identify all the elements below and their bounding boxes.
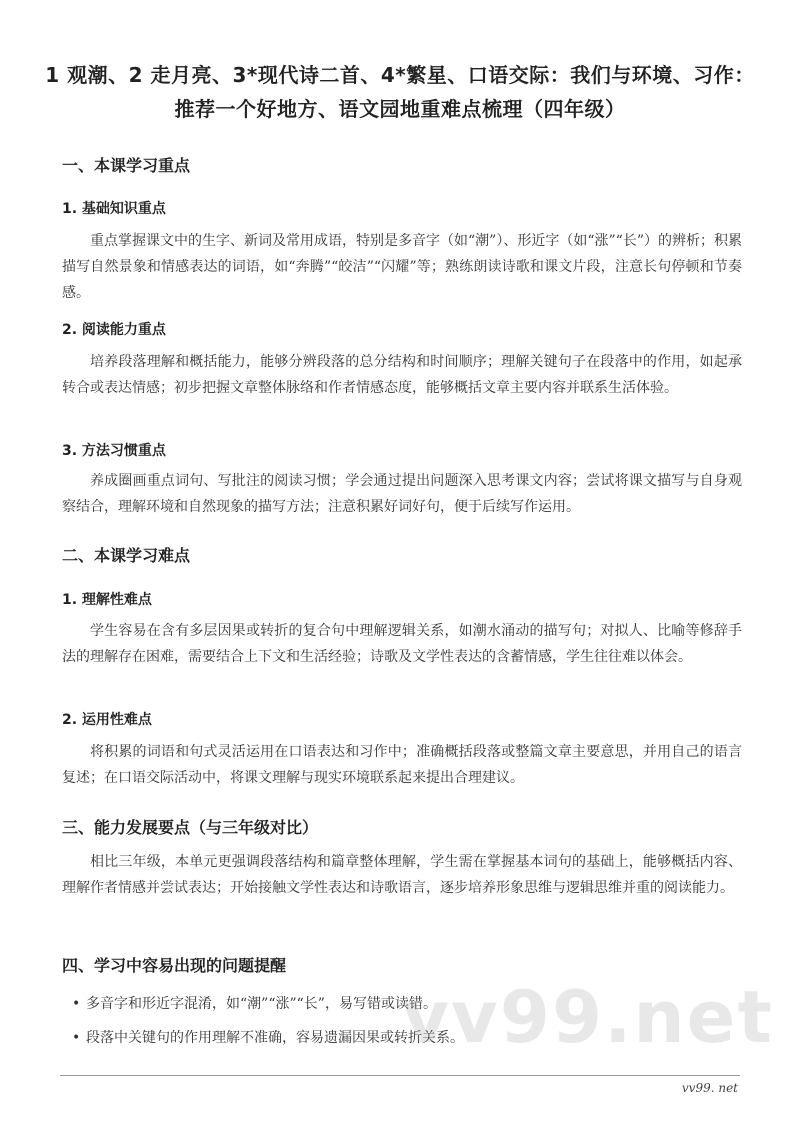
paragraph-application-difficulty: 将积累的词语和句式灵活运用在口语表达和习作中；准确概括段落或整篇文章主要意思，并用自己的语言复述；在口语交际活动中，将课文理解与现实环境联系起来提出合理建议。 [62, 744, 742, 786]
subheading-comprehension-difficulty: 1. 理解性难点 [62, 592, 152, 608]
list-item-text: 段落中关键句的作用理解不准确，容易遗漏因果或转折关系。 [86, 1030, 464, 1046]
subheading-basic-knowledge: 1. 基础知识重点 [62, 201, 166, 217]
section-heading-difficulties: 二、本课学习难点 [62, 546, 191, 565]
footer-divider [60, 1075, 740, 1076]
paragraph-basic-knowledge: 重点掌握课文中的生字、新词及常用成语，特别是多音字（如“潮”）、形近字（如“涨”“长”）的辨析；积累描写自然景象和情感表达的词语，如“奔腾”“皎洁”“闪耀”等；熟练朗读诗歌和课文片段，注意长句停顿和节奏感。 [62, 233, 742, 301]
list-item-text: 多音字和形近字混淆，如“潮”“涨”“长”，易写错或读错。 [86, 996, 437, 1012]
paragraph-ability-development: 相比三年级，本单元更强调段落结构和篇章整体理解，学生需在掌握基本词句的基础上，能够概括内容、理解作者情感并尝试表达；开始接触文学性表达和诗歌语言，逐步培养形象思维与逻辑思维并重的阅读能力。 [62, 854, 742, 896]
section-heading-ability-development: 三、能力发展要点（与三年级对比） [62, 818, 319, 837]
subheading-method-habits: 3. 方法习惯重点 [62, 443, 166, 459]
paragraph-method-habits: 养成圈画重点词句、写批注的阅读习惯；学会通过提出问题深入思考课文内容；尝试将课文描写与自身观察结合，理解环境和自然现象的描写方法；注意积累好词好句，便于后续写作运用。 [62, 473, 742, 515]
bullet-icon: • [72, 996, 81, 1012]
watermark: vv99.net [402, 975, 774, 1059]
bullet-icon: • [72, 1030, 81, 1046]
subheading-reading-ability: 2. 阅读能力重点 [62, 322, 166, 338]
subheading-application-difficulty: 2. 运用性难点 [62, 712, 152, 728]
footer-site: vv99. net [681, 1081, 738, 1095]
section-heading-key-points: 一、本课学习重点 [62, 156, 191, 175]
paragraph-reading-ability: 培养段落理解和概括能力，能够分辨段落的总分结构和时间顺序；理解关键句子在段落中的作用，如起承转合或表达情感；初步把握文章整体脉络和作者情感态度，能够概括文章主要内容并联系生活体验。 [62, 354, 742, 396]
page-title: 1 观潮、2 走月亮、3*现代诗二首、4*繁星、口语交际：我们与环境、习作：推荐一个好地方、语文园地重难点梳理（四年级） [45, 63, 755, 121]
list-item [72, 1026, 732, 1050]
list-item [72, 992, 732, 1016]
section-heading-common-problems: 四、学习中容易出现的问题提醒 [62, 956, 287, 975]
paragraph-comprehension-difficulty: 学生容易在含有多层因果或转折的复合句中理解逻辑关系，如潮水涌动的描写句；对拟人、比喻等修辞手法的理解存在困难，需要结合上下文和生活经验；诗歌及文学性表达的含蓄情感，学生往往难以体会。 [62, 623, 742, 665]
